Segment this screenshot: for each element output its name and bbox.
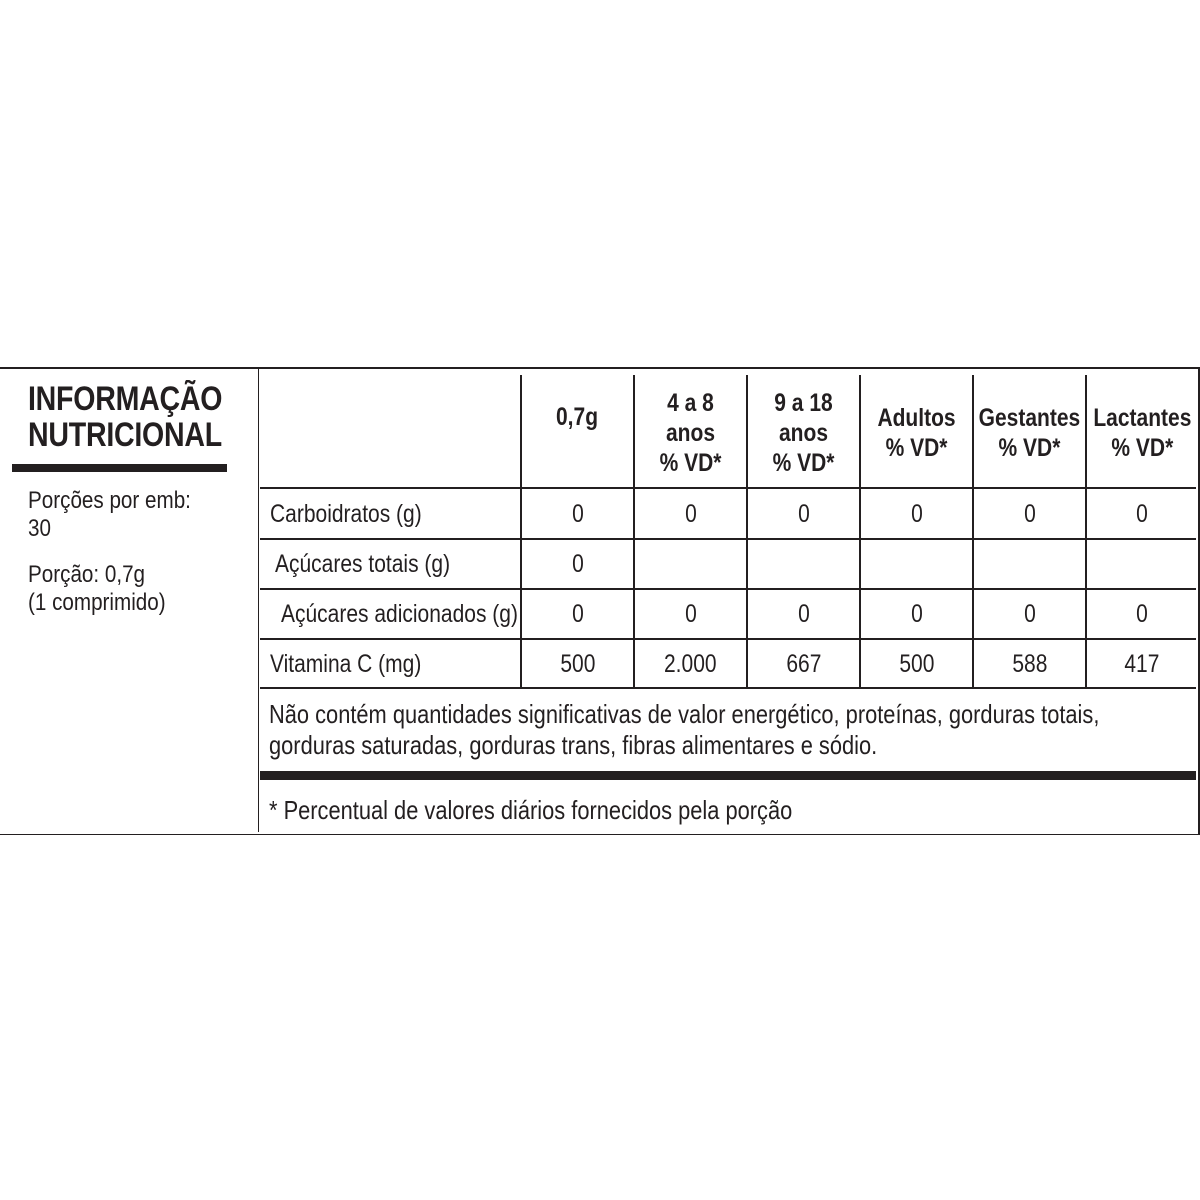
table-cell: 0 xyxy=(910,499,923,528)
table-cell: 0 xyxy=(684,499,697,528)
table-cell: 417 xyxy=(1124,649,1160,678)
table-cell: 0 xyxy=(1023,600,1036,628)
row-divider xyxy=(260,687,1196,689)
table-cell: 667 xyxy=(785,649,822,678)
left-panel-divider xyxy=(258,369,259,832)
table-cell xyxy=(635,540,746,588)
title-underline-bar xyxy=(12,464,227,472)
label-title: INFORMAÇÃO NUTRICIONAL xyxy=(28,380,223,454)
table-cell: 0 xyxy=(797,499,810,528)
daily-value-footnote: * Percentual de valores diários fornecidos pela porção xyxy=(269,795,793,825)
table-cell xyxy=(1087,540,1197,588)
table-cell: 0 xyxy=(1136,600,1148,628)
table-cell: 0 xyxy=(571,600,584,628)
table-cell: 0 xyxy=(797,600,810,628)
table-cell: 2.000 xyxy=(664,649,717,678)
table-cell: 0 xyxy=(571,550,584,578)
row-label-carbohydrates: Carboidratos (g) xyxy=(270,499,422,528)
table-cell xyxy=(861,540,972,588)
row-label-added-sugars: Açúcares adicionados (g) xyxy=(281,600,518,628)
label-left-panel xyxy=(0,369,258,834)
column-header-adults: Adultos % VD* xyxy=(877,404,956,462)
column-header-portion: 0,7g xyxy=(556,403,599,431)
not-significant-note: Não contém quantidades significativas de valor energético, proteínas, gorduras totais, gorduras saturadas, gorduras trans, fibras alimentares e sódio. xyxy=(269,699,1100,760)
column-header-9-18-years: 9 a 18 anos % VD* xyxy=(772,389,835,477)
column-header-4-8-years: 4 a 8 anos % VD* xyxy=(659,389,722,477)
row-label-total-sugars: Açúcares totais (g) xyxy=(275,550,451,578)
nutrition-facts-label xyxy=(0,367,1200,835)
table-cell: 0 xyxy=(910,600,923,628)
portion-size: Porção: 0,7g (1 comprimido) xyxy=(28,561,166,616)
table-cell xyxy=(748,540,859,588)
table-cell: 0 xyxy=(571,499,584,528)
footnote-divider-bar xyxy=(260,771,1196,780)
servings-per-package: Porções por emb: 30 xyxy=(28,487,191,542)
table-cell: 500 xyxy=(559,649,596,678)
table-cell: 0 xyxy=(684,600,697,628)
table-cell xyxy=(974,540,1085,588)
column-header-lactating: Lactantes % VD* xyxy=(1092,404,1192,462)
column-header-pregnant: Gestantes % VD* xyxy=(978,404,1081,462)
table-cell: 588 xyxy=(1011,649,1048,678)
table-cell: 500 xyxy=(898,649,935,678)
table-cell: 0 xyxy=(1136,499,1148,528)
table-cell: 0 xyxy=(1023,499,1036,528)
row-label-vitamin-c: Vitamina C (mg) xyxy=(270,649,422,678)
